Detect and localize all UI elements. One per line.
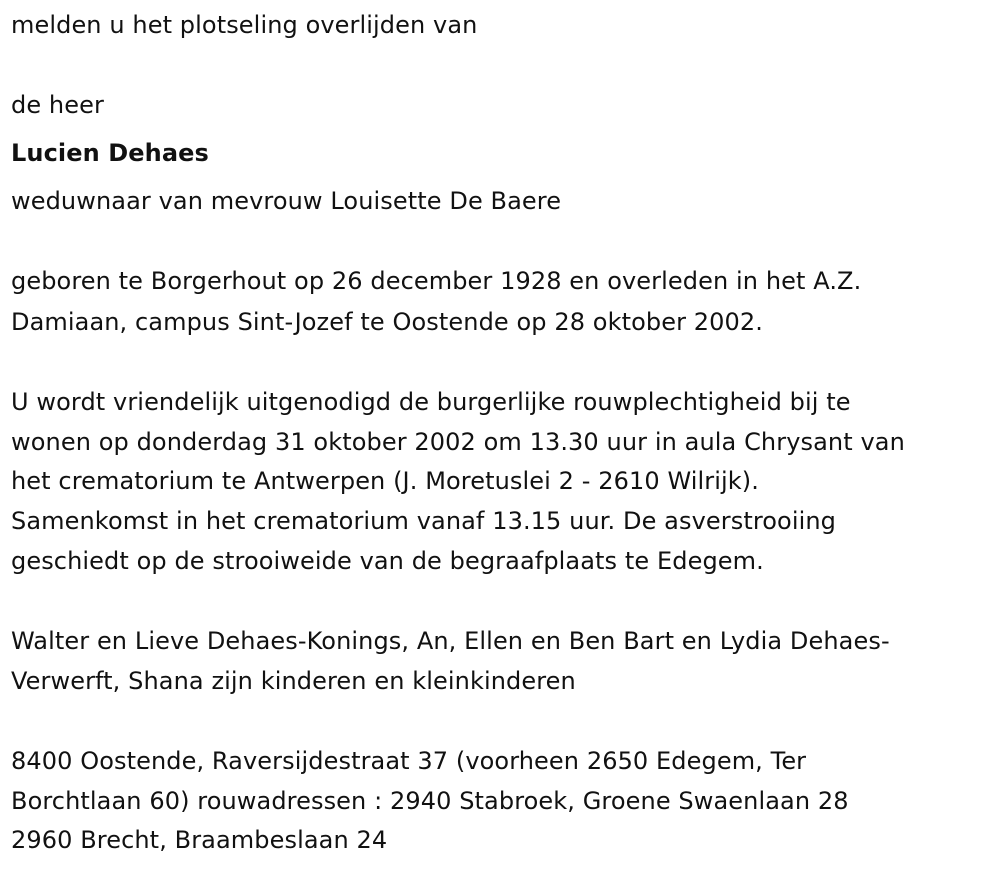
- paragraph-line: U wordt vriendelijk uitgenodigd de burgerlijke rouwplechtigheid bij te: [11, 388, 851, 416]
- spouse-text: weduwnaar van mevrouw Louisette De Baere: [11, 187, 562, 215]
- paragraph-line: 8400 Oostende, Raversijdestraat 37 (voorheen 2650 Edegem, Ter: [11, 747, 807, 775]
- paragraph-line: Samenkomst in het crematorium vanaf 13.15 uur. De asverstrooiing: [11, 507, 837, 535]
- paragraph-line: Borchtlaan 60) rouwadressen : 2940 Stabroek, Groene Swaenlaan 28: [11, 787, 849, 815]
- deceased-name: Lucien Dehaes: [11, 139, 209, 167]
- paragraph-line: Walter en Lieve Dehaes-Konings, An, Ellen en Ben Bart en Lydia Dehaes-: [11, 627, 890, 655]
- intro-text: melden u het plotseling overlijden van: [11, 11, 478, 39]
- paragraph-line: Verwerft, Shana zijn kinderen en kleinkinderen: [11, 667, 576, 695]
- paragraph-line: 2960 Brecht, Braambeslaan 24: [11, 826, 388, 854]
- paragraph-line: geboren te Borgerhout op 26 december 1928 en overleden in het A.Z.: [11, 267, 862, 295]
- paragraph-line: Damiaan, campus Sint-Jozef te Oostende op 28 oktober 2002.: [11, 308, 763, 336]
- paragraph-line: wonen op donderdag 31 oktober 2002 om 13.30 uur in aula Chrysant van: [11, 428, 905, 456]
- paragraph-line: geschiedt op de strooiweide van de begraafplaats te Edegem.: [11, 547, 764, 575]
- title-text: de heer: [11, 91, 104, 119]
- paragraph-line: het crematorium te Antwerpen (J. Moretuslei 2 - 2610 Wilrijk).: [11, 467, 759, 495]
